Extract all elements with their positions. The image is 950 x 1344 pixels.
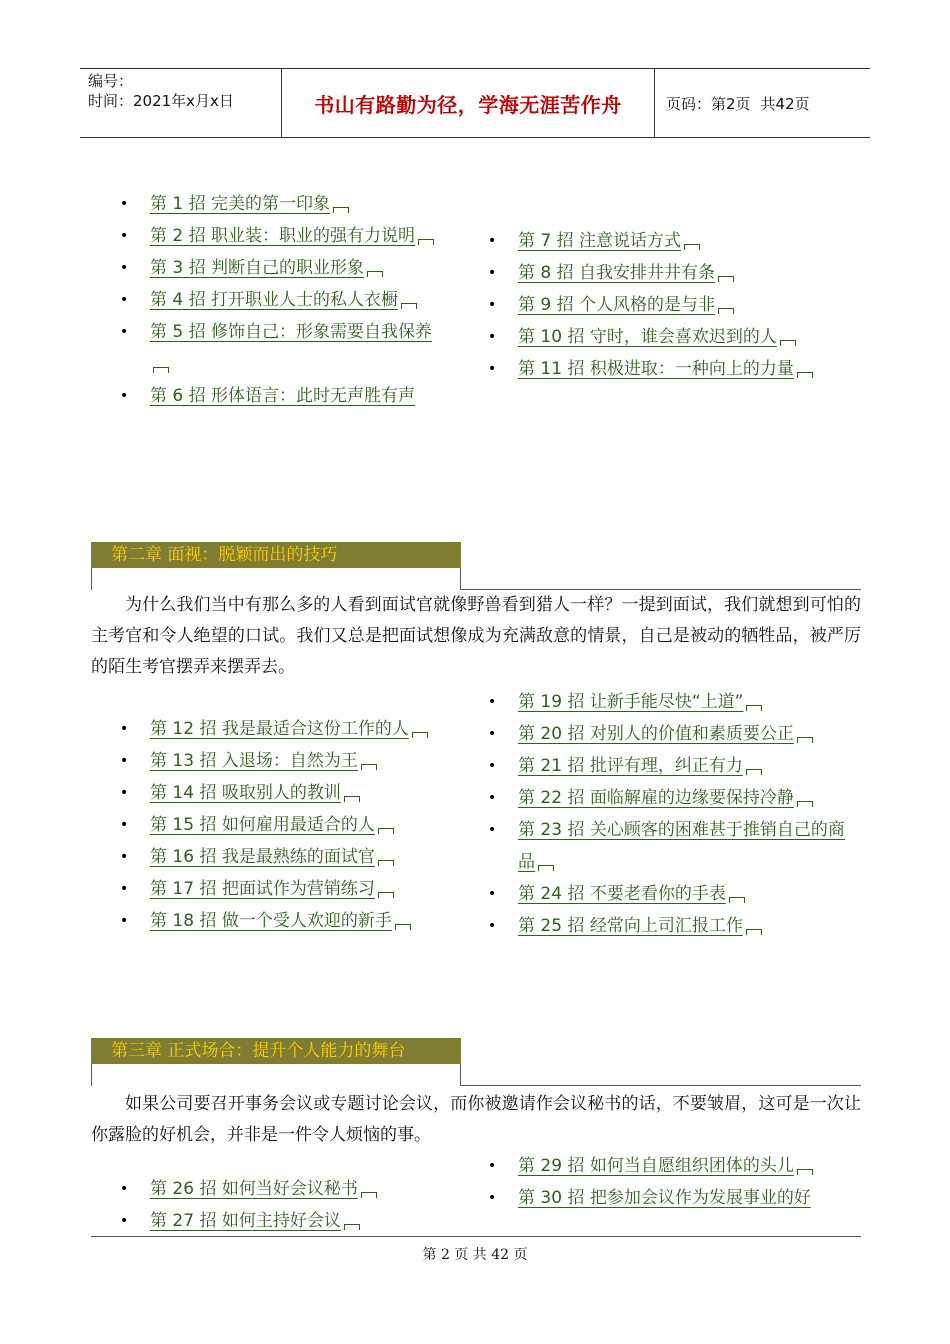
link-marker-icon bbox=[361, 764, 377, 770]
toc-item bbox=[120, 220, 450, 252]
toc-list-chapter1-left bbox=[120, 188, 450, 412]
link-marker-icon bbox=[378, 828, 394, 834]
bullet-icon: • bbox=[488, 886, 497, 902]
toc-link[interactable]: 第 20 招 对别人的价值和素质要公正 bbox=[518, 724, 813, 744]
toc-link[interactable]: 第 30 招 把参加会议作为发展事业的好 bbox=[518, 1188, 811, 1208]
bullet-icon: • bbox=[120, 817, 129, 833]
toc-link[interactable]: 第 7 招 注意说话方式 bbox=[518, 231, 700, 251]
toc-link[interactable]: 第 24 招 不要老看你的手表 bbox=[518, 884, 745, 904]
toc-item bbox=[120, 713, 460, 745]
toc-list-chapter2-right bbox=[488, 686, 848, 942]
chapter2-title: 第二章 面视：脱颖而出的技巧 bbox=[91, 542, 461, 568]
bullet-icon: • bbox=[120, 1181, 129, 1197]
toc-item bbox=[488, 1150, 858, 1182]
toc-link[interactable]: 第 16 招 我是最熟练的面试官 bbox=[150, 847, 394, 867]
header-page-total: 共42页 bbox=[760, 94, 810, 113]
link-marker-icon bbox=[684, 244, 700, 250]
toc-item bbox=[120, 1173, 460, 1205]
link-marker-icon bbox=[718, 308, 734, 314]
bullet-icon: • bbox=[120, 324, 129, 340]
toc-item bbox=[488, 718, 848, 750]
link-marker-icon bbox=[729, 897, 745, 903]
bullet-icon: • bbox=[488, 329, 497, 345]
bullet-icon: • bbox=[120, 292, 129, 308]
chapter3-intro: 如果公司要召开事务会议或专题讨论会议，而你被邀请作会议秘书的话，不要皱眉，这可是一次让你露脸的好机会，并非是一件令人烦恼的事。 bbox=[91, 1094, 861, 1145]
toc-link[interactable]: 第 10 招 守时，谁会喜欢迟到的人 bbox=[518, 327, 796, 347]
toc-item bbox=[120, 777, 460, 809]
document-number: 编号： bbox=[88, 72, 134, 90]
toc-link[interactable]: 第 6 招 形体语言：此时无声胜有声 bbox=[150, 386, 416, 406]
header-page-info bbox=[654, 69, 870, 137]
toc-item bbox=[120, 1205, 460, 1237]
bullet-icon: • bbox=[120, 1213, 129, 1229]
toc-item bbox=[120, 316, 450, 380]
toc-link[interactable]: 第 12 招 我是最适合这份工作的人 bbox=[150, 719, 428, 739]
toc-item bbox=[488, 225, 868, 257]
toc-list-chapter1-right bbox=[488, 225, 868, 385]
toc-link[interactable]: 第 27 招 如何主持好会议 bbox=[150, 1211, 360, 1231]
header-motto: 书山有路勤为径，学海无涯苦作舟 bbox=[282, 69, 655, 137]
bullet-icon: • bbox=[488, 361, 497, 377]
chapter3-heading bbox=[91, 1038, 861, 1086]
bullet-icon: • bbox=[488, 233, 497, 249]
toc-item bbox=[120, 188, 450, 220]
toc-item bbox=[488, 321, 868, 353]
chapter2-heading bbox=[91, 542, 861, 590]
toc-item bbox=[488, 257, 868, 289]
header-meta bbox=[80, 69, 282, 137]
page-footer: 第 2 页 共 42 页 bbox=[422, 1247, 528, 1263]
link-marker-icon bbox=[412, 732, 428, 738]
toc-link[interactable]: 第 11 招 积极进取：一种向上的力量 bbox=[518, 359, 813, 379]
toc-link[interactable]: 第 26 招 如何当好会议秘书 bbox=[150, 1179, 377, 1199]
bullet-icon: • bbox=[120, 260, 129, 276]
toc-link[interactable]: 第 9 招 个人风格的是与非 bbox=[518, 295, 734, 315]
link-marker-icon bbox=[746, 929, 762, 935]
toc-item bbox=[488, 750, 848, 782]
bullet-icon: • bbox=[120, 849, 129, 865]
toc-item bbox=[488, 353, 868, 385]
link-marker-icon bbox=[538, 865, 554, 871]
link-marker-icon bbox=[401, 303, 417, 309]
link-marker-icon bbox=[746, 705, 762, 711]
bullet-icon: • bbox=[488, 790, 497, 806]
chapter2-intro: 为什么我们当中有那么多的人看到面试官就像野兽看到猎人一样？一提到面试，我们就想到可怕的主考官和令人绝望的口试。我们又总是把面试想像成为充满敌意的情景，自己是被动的牺牲品，被严厉的陌生考官摆弄来摆弄去。 bbox=[91, 595, 861, 677]
toc-link[interactable]: 第 2 招 职业装：职业的强有力说明 bbox=[150, 226, 434, 246]
toc-link[interactable]: 第 15 招 如何雇用最适合的人 bbox=[150, 815, 394, 835]
document-date: 时间：2021年x月x日 bbox=[88, 92, 234, 110]
link-marker-icon bbox=[378, 860, 394, 866]
toc-link[interactable]: 第 13 招 入退场：自然为王 bbox=[150, 751, 377, 771]
toc-item bbox=[488, 910, 848, 942]
bullet-icon: • bbox=[120, 721, 129, 737]
toc-item bbox=[488, 1182, 858, 1214]
toc-item bbox=[488, 782, 848, 814]
toc-link[interactable]: 第 18 招 做一个受人欢迎的新手 bbox=[150, 911, 411, 931]
toc-item bbox=[120, 841, 460, 873]
toc-link[interactable]: 第 19 招 让新手能尽快“上道” bbox=[518, 692, 762, 712]
link-marker-icon bbox=[797, 801, 813, 807]
toc-item bbox=[488, 289, 868, 321]
toc-list-chapter3-left bbox=[120, 1173, 460, 1237]
link-marker-icon bbox=[418, 239, 434, 245]
bullet-icon: • bbox=[120, 196, 129, 212]
header-page-number: 页码：第2页 bbox=[666, 94, 751, 113]
bullet-icon: • bbox=[120, 785, 129, 801]
link-marker-icon bbox=[746, 769, 762, 775]
toc-link[interactable]: 第 21 招 批评有理，纠正有力 bbox=[518, 756, 762, 776]
bullet-icon: • bbox=[488, 694, 497, 710]
bullet-icon: • bbox=[488, 1158, 497, 1174]
bullet-icon: • bbox=[488, 918, 497, 934]
link-marker-icon bbox=[718, 276, 734, 282]
toc-item bbox=[120, 380, 450, 412]
toc-link[interactable]: 第 5 招 修饰自己：形象需要自我保养 bbox=[150, 322, 432, 374]
toc-item bbox=[120, 745, 460, 777]
toc-link[interactable]: 第 17 招 把面试作为营销练习 bbox=[150, 879, 394, 899]
link-marker-icon bbox=[344, 1224, 360, 1230]
link-marker-icon bbox=[797, 372, 813, 378]
toc-item bbox=[488, 878, 848, 910]
toc-link[interactable]: 第 23 招 关心顾客的困难甚于推销自己的商品 bbox=[518, 820, 845, 872]
chapter3-title: 第三章 正式场合：提升个人能力的舞台 bbox=[91, 1038, 461, 1064]
link-marker-icon bbox=[395, 924, 411, 930]
toc-link[interactable]: 第 25 招 经常向上司汇报工作 bbox=[518, 916, 762, 936]
bullet-icon: • bbox=[488, 1190, 497, 1206]
toc-link[interactable]: 第 29 招 如何当自愿组织团体的头儿 bbox=[518, 1156, 813, 1176]
toc-item bbox=[120, 809, 460, 841]
link-marker-icon bbox=[797, 737, 813, 743]
toc-item bbox=[488, 686, 848, 718]
link-marker-icon bbox=[361, 1192, 377, 1198]
bullet-icon: • bbox=[488, 297, 497, 313]
toc-link[interactable]: 第 1 招 完美的第一印象 bbox=[150, 194, 349, 214]
bullet-icon: • bbox=[488, 822, 497, 838]
toc-item bbox=[120, 284, 450, 316]
toc-link[interactable]: 第 22 招 面临解雇的边缘要保持冷静 bbox=[518, 788, 813, 808]
toc-link[interactable]: 第 8 招 自我安排井井有条 bbox=[518, 263, 734, 283]
link-marker-icon bbox=[333, 207, 349, 213]
link-marker-icon bbox=[153, 367, 169, 373]
link-marker-icon bbox=[797, 1169, 813, 1175]
footer-rule bbox=[91, 1236, 861, 1237]
bullet-icon: • bbox=[488, 758, 497, 774]
toc-item bbox=[120, 873, 460, 905]
toc-list-chapter2-left bbox=[120, 713, 460, 937]
bullet-icon: • bbox=[488, 265, 497, 281]
bullet-icon: • bbox=[120, 753, 129, 769]
link-marker-icon bbox=[367, 271, 383, 277]
bullet-icon: • bbox=[120, 388, 129, 404]
toc-link[interactable]: 第 3 招 判断自己的职业形象 bbox=[150, 258, 383, 278]
link-marker-icon bbox=[378, 892, 394, 898]
chapter3-rule bbox=[461, 1085, 861, 1086]
bullet-icon: • bbox=[120, 913, 129, 929]
toc-link[interactable]: 第 4 招 打开职业人士的私人衣橱 bbox=[150, 290, 417, 310]
page-header bbox=[80, 68, 870, 138]
bullet-icon: • bbox=[488, 726, 497, 742]
toc-list-chapter3-right bbox=[488, 1150, 858, 1214]
toc-item bbox=[120, 252, 450, 284]
toc-link[interactable]: 第 14 招 吸取别人的教训 bbox=[150, 783, 360, 803]
bullet-icon: • bbox=[120, 228, 129, 244]
bullet-icon: • bbox=[120, 881, 129, 897]
toc-item bbox=[120, 905, 460, 937]
link-marker-icon bbox=[344, 796, 360, 802]
link-marker-icon bbox=[780, 340, 796, 346]
toc-item bbox=[488, 814, 848, 878]
